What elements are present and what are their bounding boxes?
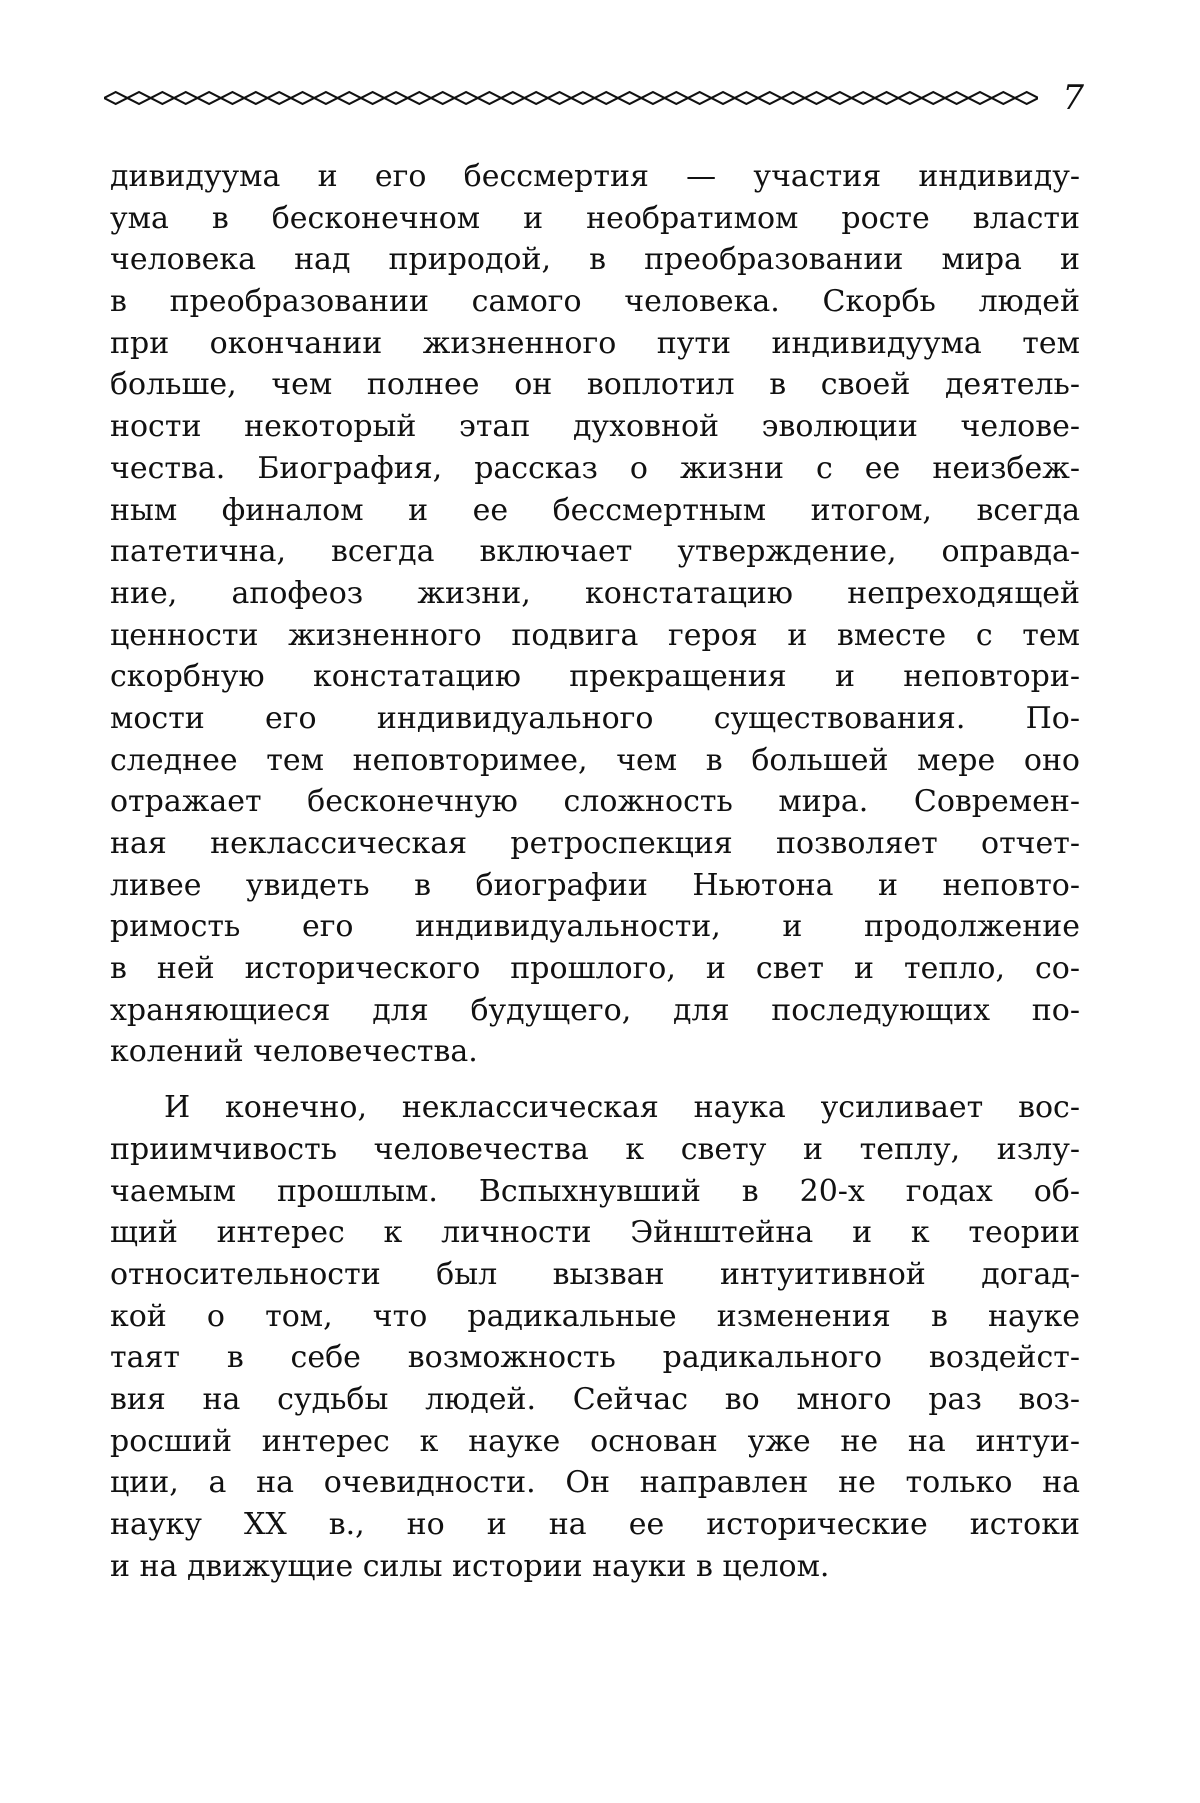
ornament-diamond bbox=[548, 92, 571, 104]
ornament-diamond bbox=[828, 92, 851, 104]
text-line: ности некоторый этап духовной эволюции челове- bbox=[110, 409, 1080, 445]
ornament-diamond bbox=[595, 92, 618, 104]
text-line: колений человечества. bbox=[110, 1034, 478, 1070]
ornament-diamond bbox=[851, 92, 874, 104]
ornament-diamond bbox=[898, 92, 921, 104]
ornament-diamond bbox=[197, 92, 220, 104]
text-line: чества. Биография, рассказ о жизни с ее неизбеж- bbox=[110, 450, 1080, 486]
text-line: ума в бесконечном и необратимом росте власти bbox=[110, 200, 1080, 236]
ornament-diamond bbox=[291, 92, 314, 104]
ornament-diamond bbox=[127, 92, 150, 104]
text-line: ливее увидеть в биографии Ньютона и неповто- bbox=[110, 867, 1080, 903]
ornament-diamond bbox=[618, 92, 641, 104]
ornament-diamond bbox=[992, 92, 1015, 104]
text-line: патетична, всегда включает утверждение, оправда- bbox=[110, 534, 1080, 570]
ornament-diamond bbox=[314, 92, 337, 104]
ornament-diamond bbox=[781, 92, 804, 104]
text-line: щий интерес к личности Эйнштейна и к теории bbox=[110, 1215, 1080, 1251]
ornament-diamond bbox=[641, 92, 664, 104]
text-line: и на движущие силы истории науки в целом. bbox=[110, 1548, 830, 1584]
ornament-diamond bbox=[268, 92, 291, 104]
ornament-diamond bbox=[875, 92, 898, 104]
text-line: мости его индивидуального существования. По- bbox=[110, 700, 1080, 736]
text-line: ции, а на очевидности. Он направлен не только на bbox=[110, 1465, 1080, 1501]
ornament-diamond bbox=[338, 92, 361, 104]
ornament-diamond bbox=[221, 92, 244, 104]
ornament-diamond bbox=[805, 92, 828, 104]
text-line: приимчивость человечества к свету и теплу, излу- bbox=[110, 1131, 1080, 1167]
ornament-diamond bbox=[151, 92, 174, 104]
text-line: больше, чем полнее он воплотил в своей деятель- bbox=[110, 367, 1080, 403]
text-line: человека над природой, в преобразовании мира и bbox=[110, 242, 1080, 278]
text-line: кой о том, что радикальные изменения в науке bbox=[110, 1298, 1080, 1334]
ornament-diamond bbox=[524, 92, 547, 104]
text-line: ная неклассическая ретроспекция позволяет отчет- bbox=[110, 826, 1080, 861]
text-line: таят в себе возможность радикального воздейст- bbox=[110, 1340, 1080, 1376]
text-line: ние, апофеоз жизни, констатацию непреходящей bbox=[110, 575, 1080, 611]
text-line: И конечно, неклассическая наука усиливает вос- bbox=[164, 1090, 1080, 1126]
text-line: римость его индивидуальности, и продолжение bbox=[110, 909, 1080, 945]
ornament-diamond bbox=[688, 92, 711, 104]
ornament-diamond bbox=[665, 92, 688, 104]
ornament-diamond bbox=[735, 92, 758, 104]
ornament-diamond bbox=[174, 92, 197, 104]
text-line: вия на судьбы людей. Сейчас во много раз воз- bbox=[110, 1381, 1080, 1417]
ornament-diamond bbox=[922, 92, 945, 104]
body-text bbox=[110, 156, 1080, 1587]
text-line: в ней исторического прошлого, и свет и тепло, со- bbox=[110, 951, 1080, 987]
ornament-diamond bbox=[104, 92, 127, 104]
text-line: в преобразовании самого человека. Скорбь людей bbox=[110, 284, 1080, 320]
ornament-diamond bbox=[1015, 92, 1038, 104]
ornament-diamond bbox=[945, 92, 968, 104]
ornament-diamond bbox=[244, 92, 267, 104]
text-line: при окончании жизненного пути индивидуума тем bbox=[110, 325, 1080, 361]
text-line: храняющиеся для будущего, для последующих по- bbox=[110, 992, 1080, 1028]
text-line: дивидуума и его бессмертия — участия индивиду- bbox=[110, 159, 1080, 194]
text-line: ценности жизненного подвига героя и вместе с тем bbox=[110, 617, 1080, 653]
ornament-diamond bbox=[431, 92, 454, 104]
ornament-diamond bbox=[968, 92, 991, 104]
decorative-border bbox=[104, 90, 1038, 106]
page-number: 7 bbox=[1062, 78, 1084, 118]
text-line: росший интерес к науке основан уже не на интуи- bbox=[110, 1423, 1080, 1459]
decorative-border-pattern bbox=[104, 90, 1038, 106]
paragraph-1 bbox=[110, 156, 1080, 1073]
ornament-diamond bbox=[454, 92, 477, 104]
text-line: скорбную констатацию прекращения и неповтори- bbox=[110, 659, 1080, 695]
ornament-diamond bbox=[384, 92, 407, 104]
page-header bbox=[104, 78, 1084, 118]
ornament-diamond bbox=[711, 92, 734, 104]
ornament-diamond bbox=[571, 92, 594, 104]
paragraph-2 bbox=[110, 1087, 1080, 1587]
ornament-diamond bbox=[478, 92, 501, 104]
ornament-diamond bbox=[361, 92, 384, 104]
ornament-diamond bbox=[408, 92, 431, 104]
text-line: отражает бесконечную сложность мира. Современ- bbox=[110, 784, 1080, 820]
text-line: относительности был вызван интуитивной догад- bbox=[110, 1256, 1080, 1292]
text-line: чаемым прошлым. Вспыхнувший в 20-х годах об- bbox=[110, 1173, 1080, 1209]
text-line: ным финалом и ее бессмертным итогом, всегда bbox=[110, 492, 1080, 528]
text-line: науку XX в., но и на ее исторические истоки bbox=[110, 1507, 1080, 1542]
text-line: следнее тем неповторимее, чем в большей мере оно bbox=[110, 742, 1080, 778]
ornament-diamond bbox=[758, 92, 781, 104]
ornament-diamond bbox=[501, 92, 524, 104]
